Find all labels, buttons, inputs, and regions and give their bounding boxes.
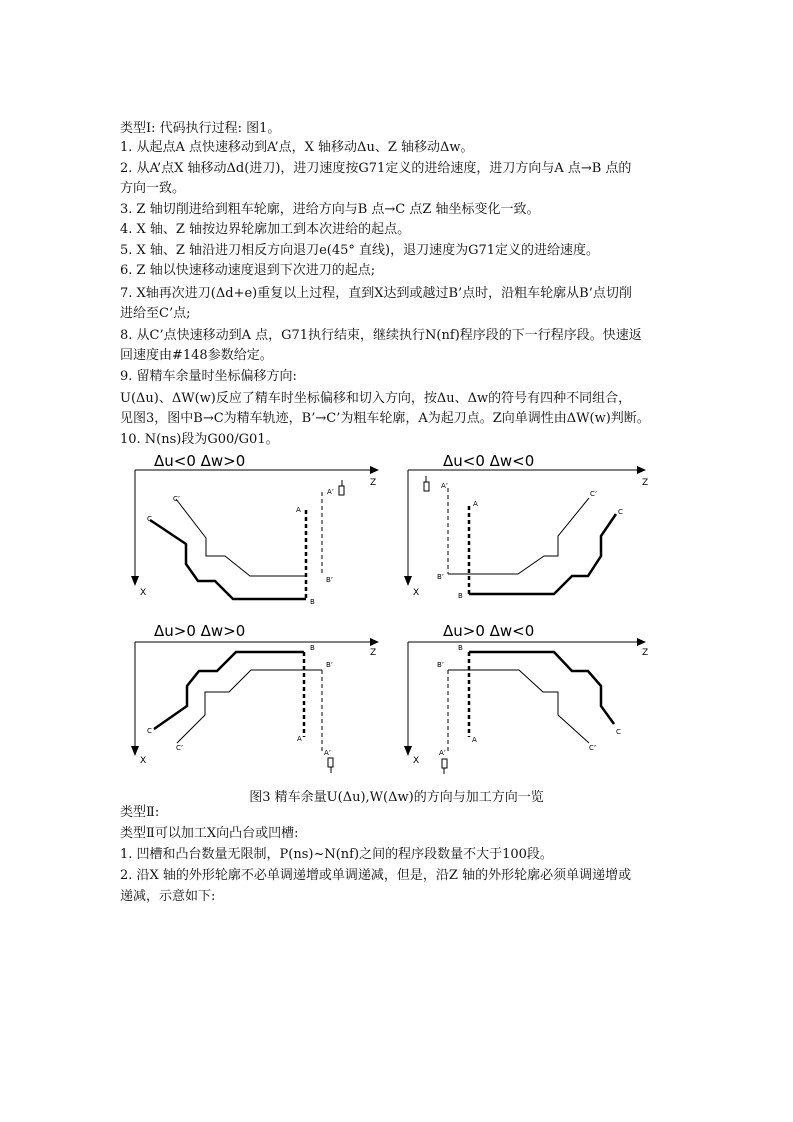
axis-label-x: X: [140, 756, 147, 766]
text-line: 10. N(ns)段为G00/G01。: [120, 432, 279, 447]
point-label-b-prime: B’: [326, 576, 334, 584]
point-label-a: A: [473, 500, 478, 508]
axis-label-x: X: [140, 588, 147, 598]
text-line: 1. 从起点A 点快速移动到A’点，X 轴移动Δu、Z 轴移动Δw。: [120, 140, 474, 155]
x-axis-arrow-icon: [131, 576, 139, 586]
point-label-a-prime: A’: [327, 488, 335, 496]
point-label-c-prime: C’: [176, 744, 184, 752]
point-label-a: A: [296, 506, 301, 514]
tool-icon: [339, 486, 344, 495]
type2-heading: 类型Ⅱ:: [120, 805, 160, 820]
point-label-c-prime: C’: [589, 744, 597, 752]
point-label-b: B: [458, 644, 463, 652]
text-line: 进给至C’点;: [120, 306, 191, 321]
axis-label-z: Z: [370, 648, 377, 658]
panel-title: Δu<0 Δw>0: [154, 452, 246, 470]
point-label-b-prime: B’: [437, 661, 445, 669]
panel-title: Δu>0 Δw>0: [154, 622, 246, 640]
z-axis-arrow-icon: [370, 466, 379, 474]
x-axis-arrow-icon: [131, 746, 139, 756]
rough-contour-b-prime-c-prime: [177, 670, 322, 743]
point-label-b: B: [458, 592, 463, 600]
text-line: 递减，示意如下:: [120, 889, 216, 904]
point-label-b: B: [310, 644, 315, 652]
point-label-a-prime: A’: [439, 749, 447, 757]
point-label-c: C: [147, 515, 152, 523]
z-axis-arrow-icon: [370, 638, 379, 646]
axis-label-x: X: [413, 588, 420, 598]
figure-3-diagram: [130, 452, 660, 782]
panel-title: Δu>0 Δw<0: [443, 622, 535, 640]
text-line: 2. 从A’点X 轴移动Δd(进刀)，进刀速度按G71定义的进给速度，进刀方向与A 点→B 点的: [120, 161, 632, 176]
point-label-a-prime: A’: [324, 749, 332, 757]
type1-heading: 类型Ⅰ: 代码执行过程: 图1。: [120, 121, 281, 136]
point-label-a: A: [472, 736, 477, 744]
z-axis-arrow-icon: [637, 466, 646, 474]
rough-contour-b-prime-c-prime: [176, 499, 306, 576]
text-line: 回速度由#148参数给定。: [120, 348, 273, 363]
text-line: 5. X 轴、Z 轴沿进刀相反方向退刀e(45° 直线)，退刀速度为G71定义的进给速度。: [120, 243, 600, 258]
point-label-c: C: [147, 727, 152, 735]
text-line: 3. Z 轴切削进给到粗车轮廓，进给方向与B 点→C 点Z 轴坐标变化一致。: [120, 202, 540, 217]
finish-path-b-c: [154, 652, 304, 729]
x-axis-arrow-icon: [404, 746, 412, 756]
z-axis-arrow-icon: [637, 638, 646, 646]
point-label-c-prime: C’: [173, 495, 181, 503]
text-line: 6. Z 轴以快速移动速度退到下次进刀的起点;: [120, 263, 376, 278]
point-label-a-prime: A’: [441, 482, 449, 490]
text-line: 4. X 轴、Z 轴按边界轮廓加工到本次进给的起点。: [120, 222, 411, 237]
point-label-c: C: [618, 508, 623, 516]
axis-label-z: Z: [642, 648, 649, 658]
finish-path-b-c: [469, 652, 614, 724]
axis-label-z: Z: [642, 478, 649, 488]
panel-title: Δu<0 Δw<0: [443, 452, 535, 470]
point-label-c-prime: C’: [590, 490, 598, 498]
text-line: 8. 从C’点快速移动到A 点，G71执行结束，继续执行N(nf)程序段的下一行程序段。快速返: [120, 328, 642, 343]
figure-caption: 图3 精车余量U(Δu),W(Δw)的方向与加工方向一览: [249, 790, 544, 805]
text-line: 1. 凹槽和凸台数量无限制，P(ns)~N(nf)之间的程序段数量不大于100段。: [120, 847, 553, 862]
point-label-b: B: [310, 598, 315, 606]
text-line: 2. 沿X 轴的外形轮廓不必单调递增或单调递减，但是，沿Z 轴的外形轮廓必须单调递增或: [120, 868, 632, 883]
tool-icon: [424, 482, 429, 491]
tool-icon: [328, 758, 333, 767]
text-line: 9. 留精车余量时坐标偏移方向:: [120, 369, 297, 384]
text-line: 方向一致。: [120, 181, 186, 196]
text-line: U(Δu)、ΔW(w)反应了精车时坐标偏移和切入方向，按Δu、Δw的符号有四种不同组合，: [120, 391, 632, 406]
text-line: 7. X轴再次进刀(Δd+e)重复以上过程，直到X达到或越过B’点时，沿粗车轮廓从B’点切削: [120, 286, 632, 301]
point-label-b-prime: B’: [437, 573, 445, 581]
tool-icon: [442, 759, 447, 768]
finish-path-b-c: [469, 514, 616, 594]
x-axis-arrow-icon: [404, 576, 412, 586]
point-label-b-prime: B’: [326, 661, 334, 669]
axis-label-x: X: [413, 756, 420, 766]
text-line: 类型Ⅱ可以加工X向凸台或凹槽:: [120, 826, 299, 841]
text-line: 见图3，图中B→C为精车轨迹，B’→C’为粗车轮廓，A为起刀点。Z向单调性由ΔW(w)判断。: [120, 411, 650, 426]
axis-label-z: Z: [370, 478, 377, 488]
point-label-a: A: [297, 735, 302, 743]
finish-path-b-c: [150, 520, 306, 599]
point-label-c: C: [616, 728, 621, 736]
